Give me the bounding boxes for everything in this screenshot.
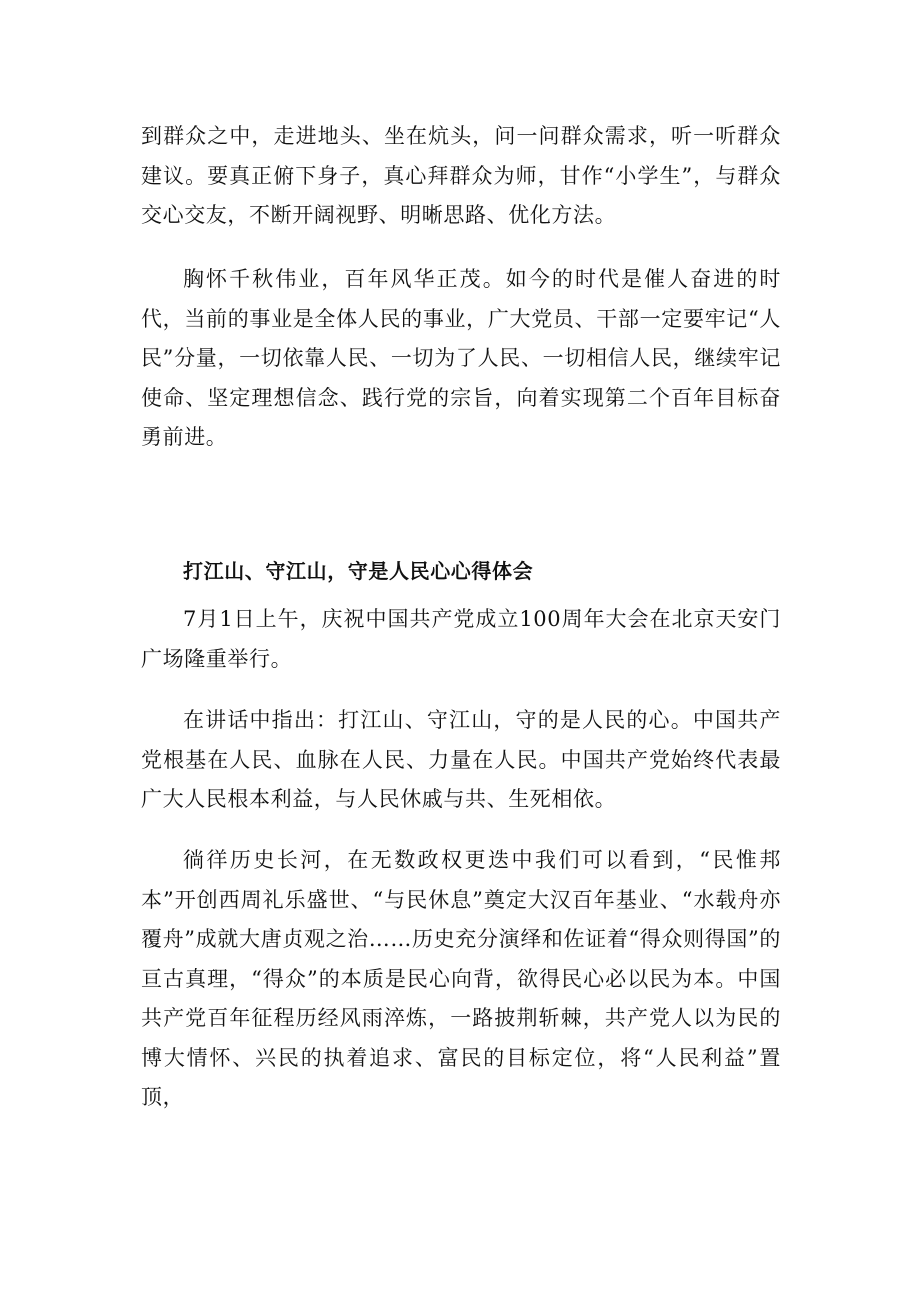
paragraph-closing: 胸怀千秋伟业，百年风华正茂。如今的时代是催人奋进的时代，当前的事业是全体人民的事业，广大党员、干部一定要牢记“人民”分量，一切依靠人民、一切为了人民、一切相信人民，继续牢记使命、坚定理想信念、践行党的宗旨，向着实现第二个百年目标奋勇前进。 xyxy=(141,267,781,449)
paragraph-continued: 到群众之中，走进地头、坐在炕头，问一问群众需求，听一听群众建议。要真正俯下身子，真心拜群众为师，甘作“小学生”，与群众交心交友，不断开阔视野、明晰思路、优化方法。 xyxy=(141,124,781,227)
section-title: 打江山、守江山，守是人民心心得体会 xyxy=(183,559,534,583)
paragraph-intro: 7月1日上午，庆祝中国共产党成立100周年大会在北京天安门广场隆重举行。 xyxy=(141,607,781,671)
paragraph-history: 徜徉历史长河，在无数政权更迭中我们可以看到，“民惟邦本”开创西周礼乐盛世、“与民休息”奠定大汉百年基业、“水载舟亦覆舟”成就大唐贞观之治……历史充分演绎和佐证着“得众则得国”的亘古真理，“得众”的本质是民心向背，欲得民心必以民为本。中国共产党百年征程历经风雨淬炼，一路披荆斩棘，共产党人以为民的博大情怀、兴民的执着追求、富民的目标定位，将“人民利益”置顶， xyxy=(141,848,781,1109)
paragraph-speech: 在讲话中指出：打江山、守江山，守的是人民的心。中国共产党根基在人民、血脉在人民、力量在人民。中国共产党始终代表最广大人民根本利益，与人民休戚与共、生死相依。 xyxy=(141,708,781,811)
